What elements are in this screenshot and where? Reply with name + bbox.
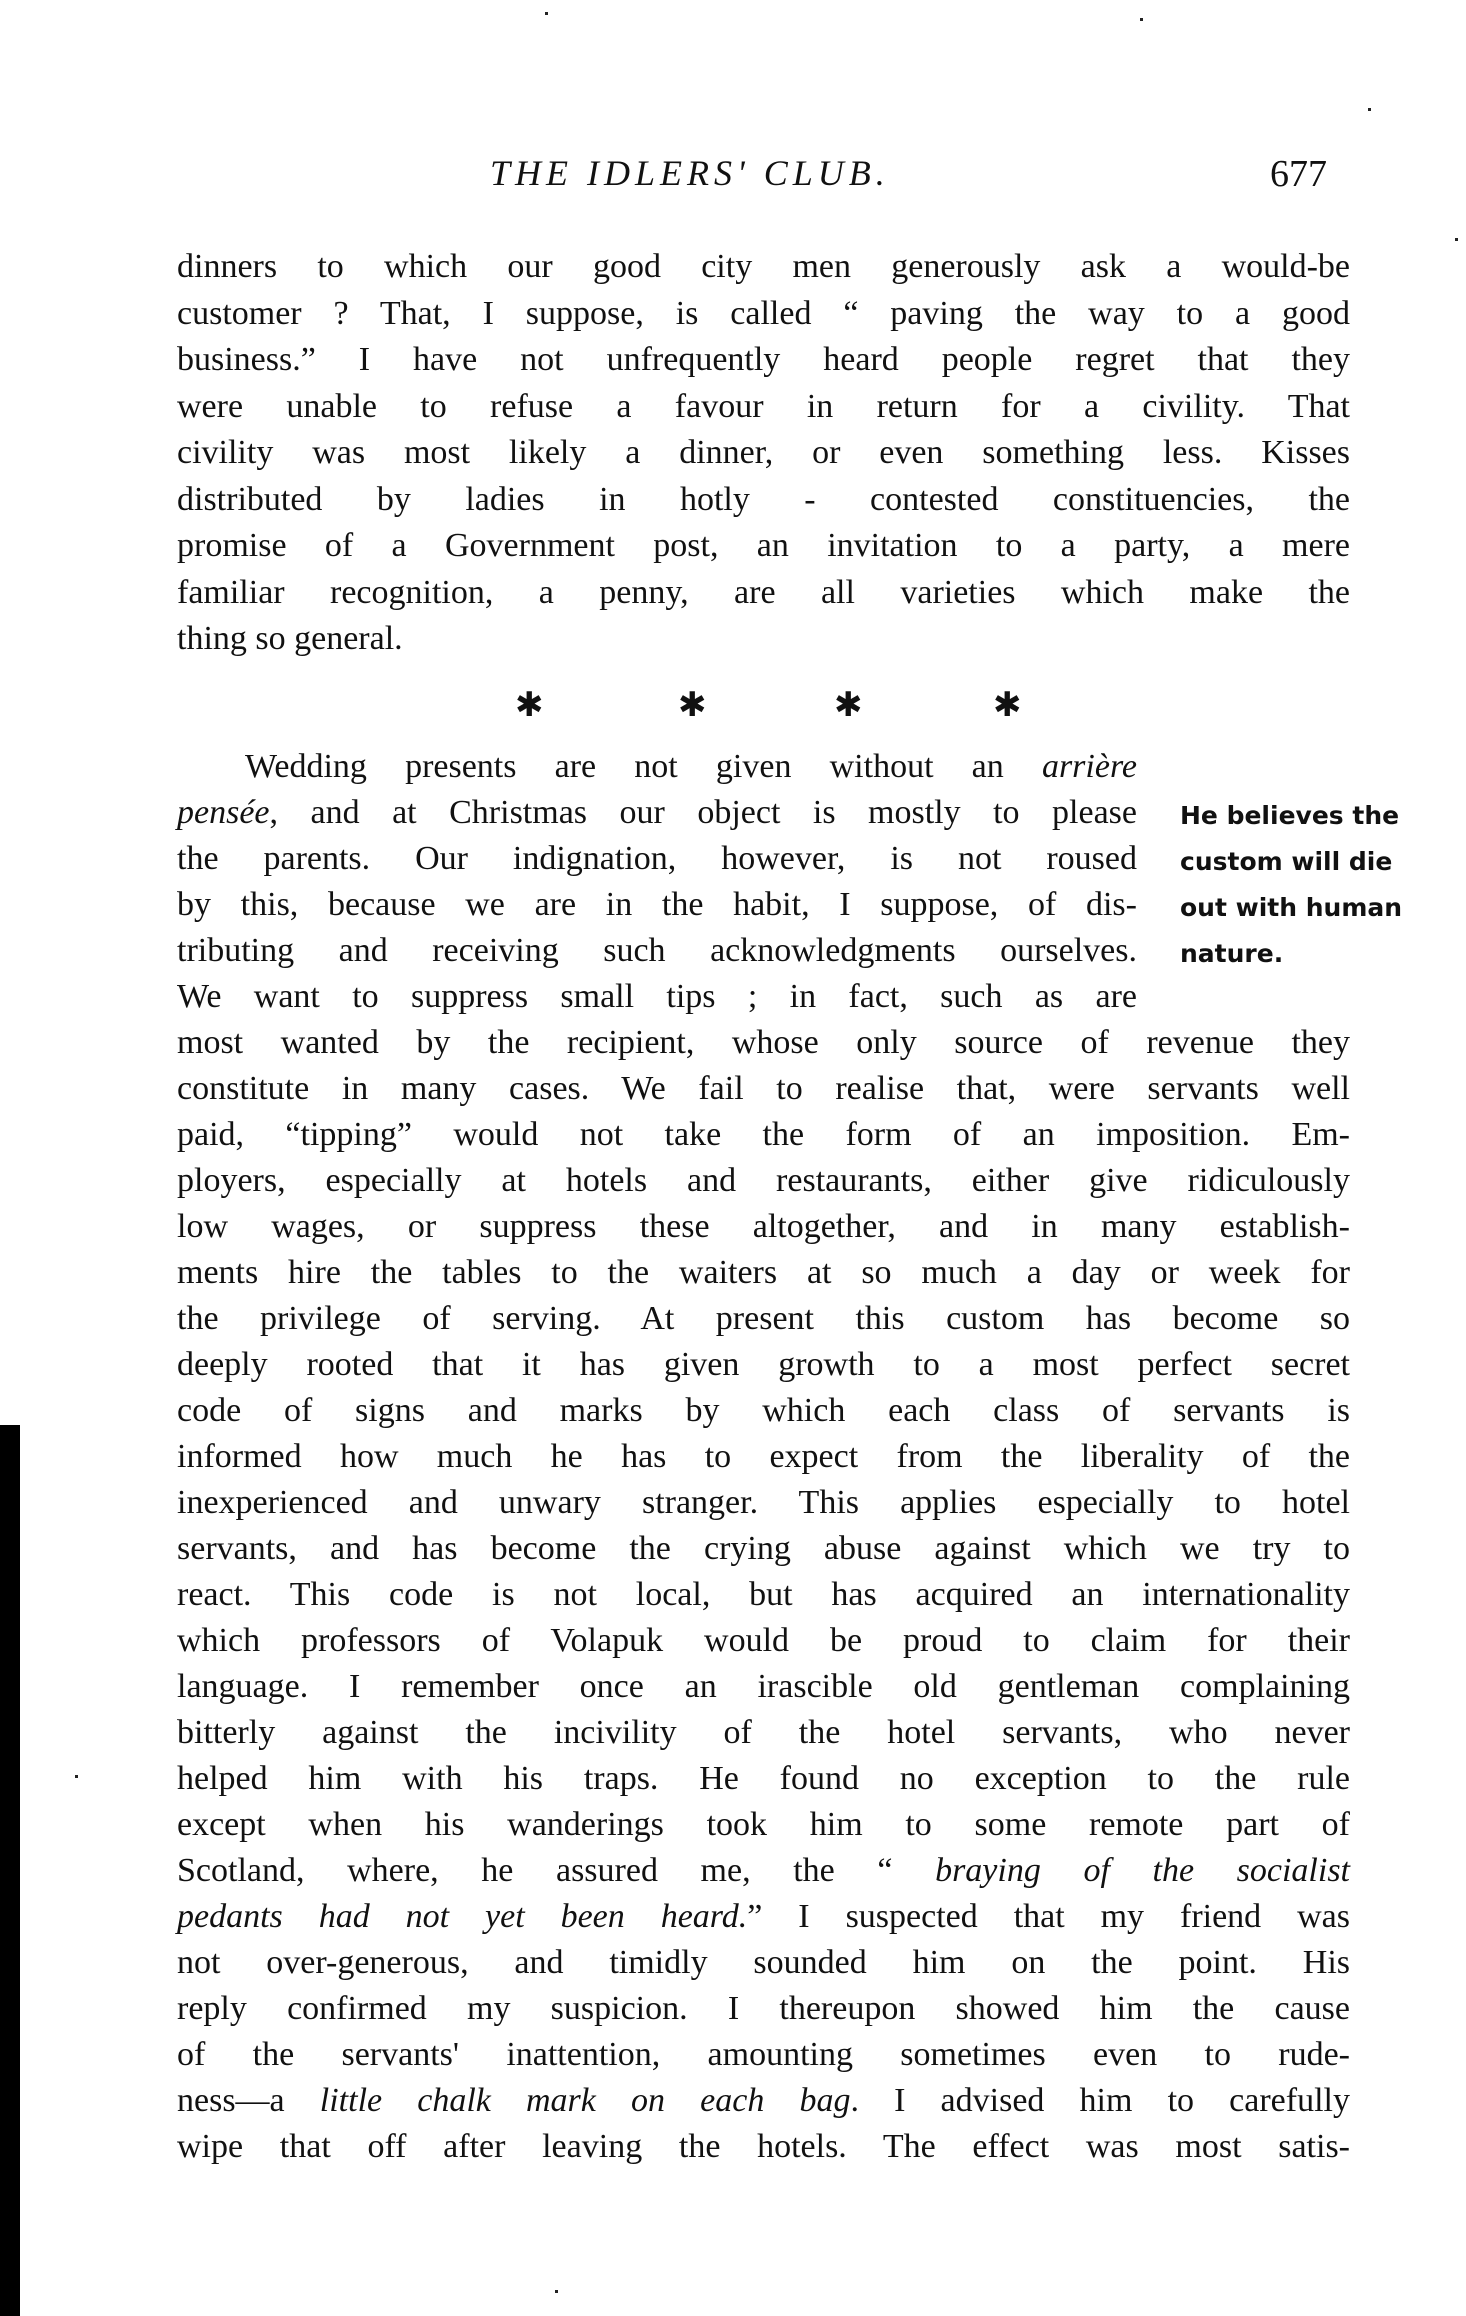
asterisk-icon: ✱ <box>834 687 863 724</box>
text-line: ness—a little chalk mark on each bag. I advised him to carefully <box>177 2082 1350 2119</box>
scan-speck <box>1368 108 1371 111</box>
text-line: inexperienced and unwary stranger. This applies especially to hotel <box>177 1484 1350 1521</box>
text-line: except when his wanderings took him to some remote part of <box>177 1806 1350 1843</box>
text-line: bitterly against the incivility of the hotel servants, who never <box>177 1714 1350 1751</box>
text-line: the privilege of serving. At present this custom has become so <box>177 1300 1350 1337</box>
scan-speck <box>545 12 548 15</box>
text-line: not over-generous, and timidly sounded him on the point. His <box>177 1944 1350 1981</box>
text-line: by this, because we are in the habit, I suppose, of dis- <box>177 886 1137 923</box>
scan-speck <box>1455 238 1458 241</box>
scan-speck <box>1140 18 1143 21</box>
text-line: customer ? That, I suppose, is called “ paving the way to a good <box>177 294 1350 332</box>
text-line: code of signs and marks by which each class of servants is <box>177 1392 1350 1429</box>
text-line: Wedding presents are not given without an arrière <box>245 748 1137 785</box>
text-line: thing so general. <box>177 620 403 657</box>
text-line: promise of a Government post, an invitation to a party, a mere <box>177 527 1350 564</box>
text-line: tributing and receiving such acknowledgments ourselves. <box>177 932 1137 969</box>
text-line: ments hire the tables to the waiters at so much a day or week for <box>177 1254 1350 1291</box>
text-line: dinners to which our good city men generously ask a would-be <box>177 248 1350 285</box>
sidenote-line: He believes the <box>1180 801 1400 830</box>
asterisk-icon: ✱ <box>678 687 707 724</box>
scan-speck <box>75 1775 78 1778</box>
sidenote-line: out with human <box>1180 893 1403 922</box>
text-line: react. This code is not local, but has acquired an internationality <box>177 1576 1350 1613</box>
text-line: of the servants' inattention, amounting sometimes even to rude- <box>177 2036 1350 2073</box>
text-line: low wages, or suppress these altogether, and in many establish- <box>177 1208 1350 1245</box>
text-line: pensée, and at Christmas our object is mostly to please <box>177 794 1137 831</box>
text-line: familiar recognition, a penny, are all varieties which make the <box>177 573 1350 611</box>
text-line: We want to suppress small tips ; in fact, such as are <box>177 978 1137 1015</box>
text-line: paid, “tipping” would not take the form of an imposition. Em- <box>177 1116 1350 1153</box>
scan-speck <box>555 2290 558 2293</box>
text-line: which professors of Volapuk would be proud to claim for their <box>177 1622 1350 1659</box>
text-line: the parents. Our indignation, however, is not roused <box>177 840 1137 877</box>
sidenote-line: custom will die <box>1180 847 1393 876</box>
text-line: civility was most likely a dinner, or even something less. Kisses <box>177 434 1350 471</box>
text-line: deeply rooted that it has given growth to a most perfect secret <box>177 1346 1350 1383</box>
asterisk-icon: ✱ <box>515 687 544 724</box>
text-line: constitute in many cases. We fail to realise that, were servants well <box>177 1070 1350 1107</box>
page-number: 677 <box>1270 153 1327 195</box>
text-line: reply confirmed my suspicion. I thereupon showed him the cause <box>177 1990 1350 2027</box>
text-line: business.” I have not unfrequently heard people regret that they <box>177 341 1350 378</box>
text-line: servants, and has become the crying abuse against which we try to <box>177 1530 1350 1567</box>
scan-edge-shadow <box>0 1425 20 2316</box>
sidenote-line: nature. <box>1180 939 1284 968</box>
text-line: ployers, especially at hotels and restaurants, either give ridiculously <box>177 1162 1350 1199</box>
text-line: most wanted by the recipient, whose only source of revenue they <box>177 1024 1350 1061</box>
running-title: THE IDLERS' CLUB. <box>490 153 890 193</box>
text-line: were unable to refuse a favour in return for a civility. That <box>177 387 1350 425</box>
asterisk-icon: ✱ <box>993 687 1022 724</box>
text-line: language. I remember once an irascible old gentleman complaining <box>177 1668 1350 1705</box>
text-line: informed how much he has to expect from the liberality of the <box>177 1438 1350 1475</box>
text-line: helped him with his traps. He found no exception to the rule <box>177 1760 1350 1797</box>
text-line: distributed by ladies in hotly - contested constituencies, the <box>177 480 1350 518</box>
text-line: Scotland, where, he assured me, the “ braying of the socialist <box>177 1852 1350 1889</box>
text-line: wipe that off after leaving the hotels. The effect was most satis- <box>177 2128 1350 2165</box>
text-line: pedants had not yet been heard.” I suspected that my friend was <box>177 1898 1350 1935</box>
